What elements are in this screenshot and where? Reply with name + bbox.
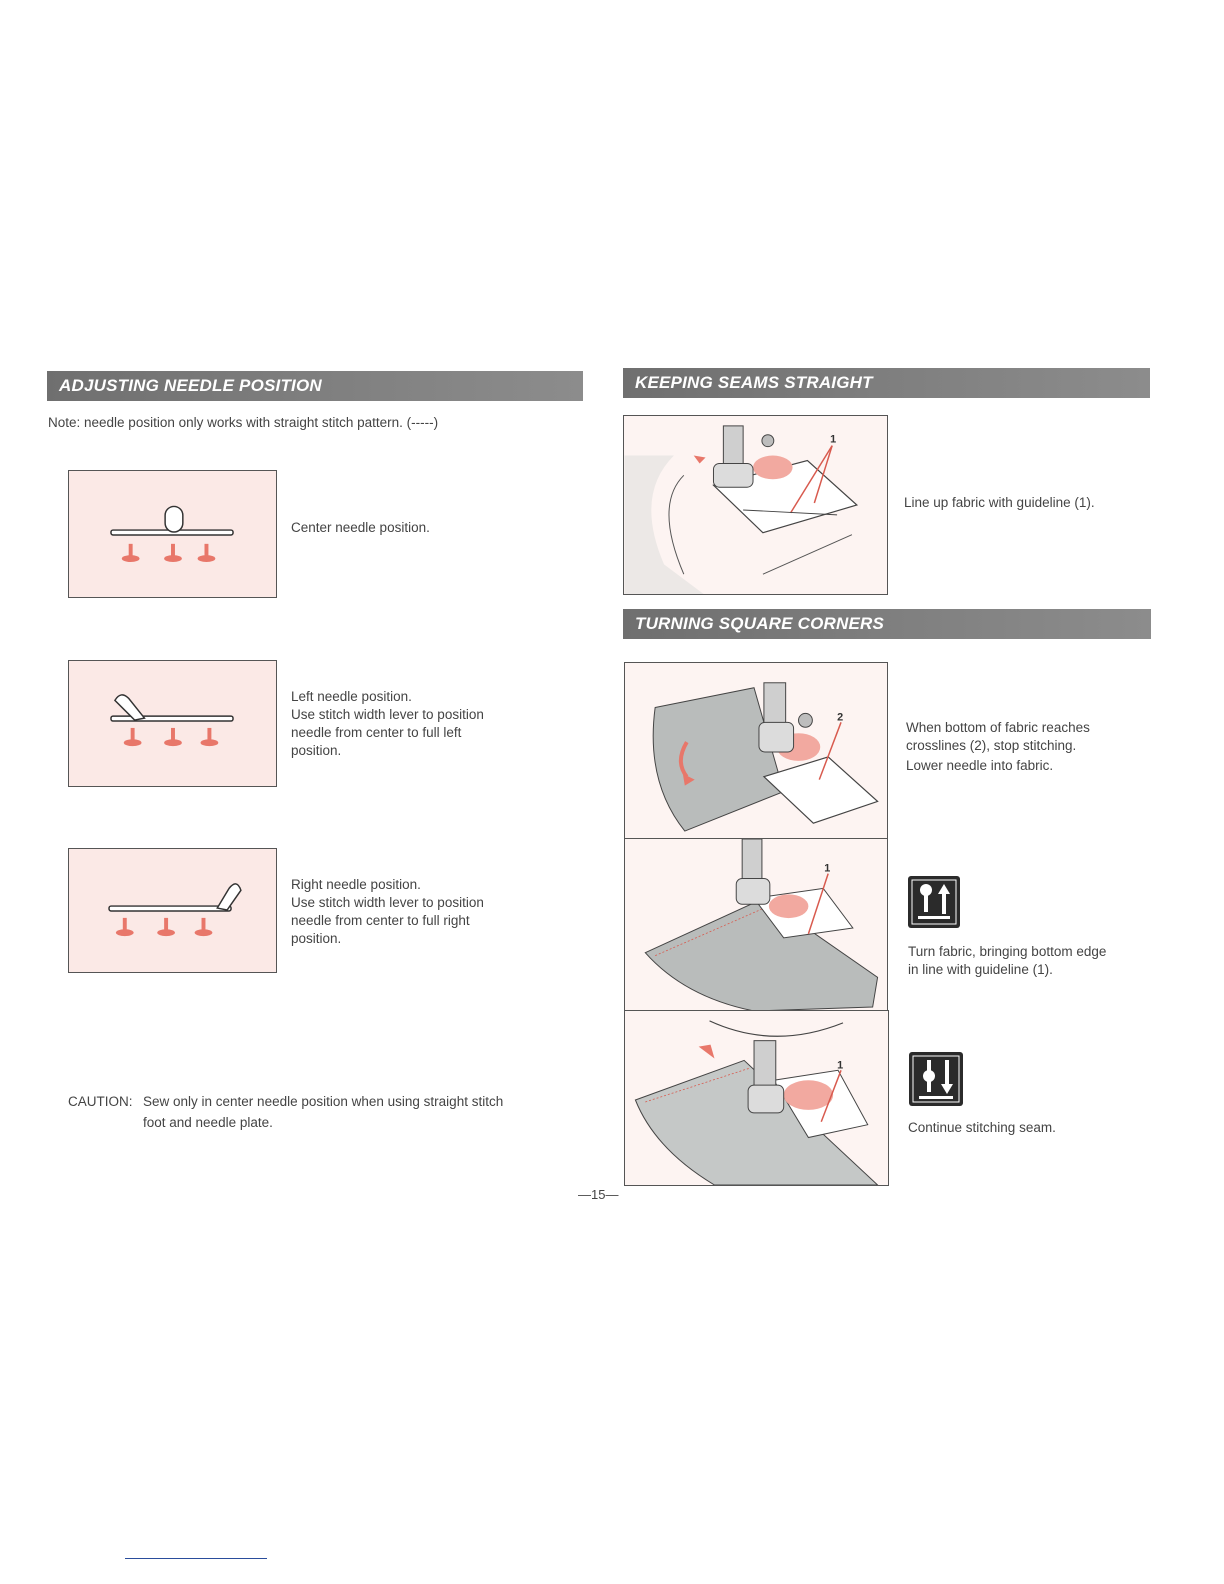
- turning-square-corners-header: TURNING SQUARE CORNERS: [623, 609, 1151, 639]
- center-needle-figure: [68, 470, 277, 598]
- right-needle-line-2: Use stitch width lever to position: [291, 895, 484, 910]
- corner-step-2-line-2: in line with guideline (1).: [908, 962, 1053, 977]
- caution-label: CAUTION:: [68, 1094, 133, 1109]
- keeping-seams-figure: [623, 415, 888, 595]
- left-needle-figure: [68, 660, 277, 787]
- corner-step-2-figure: [624, 838, 888, 1012]
- needle-note: Note: needle position only works with straight stitch pattern. (-----): [48, 415, 439, 430]
- corner-step-3-text: Continue stitching seam.: [908, 1120, 1056, 1135]
- left-needle-line-2: Use stitch width lever to position: [291, 707, 484, 722]
- corner-step-3-figure: [624, 1010, 889, 1186]
- step3-guideline-label: 1: [837, 1059, 844, 1072]
- right-needle-line-1: Right needle position.: [291, 877, 421, 892]
- caution-line-1: Sew only in center needle position when using straight stitch: [143, 1094, 504, 1109]
- left-needle-line-4: position.: [291, 743, 342, 758]
- left-needle-text: [291, 688, 484, 760]
- corner-step-1-line-2: crosslines (2), stop stitching.: [906, 738, 1077, 753]
- guideline-label-1: 1: [830, 433, 837, 446]
- page-number: —15—: [578, 1187, 619, 1202]
- step2-guideline-label: 1: [824, 862, 831, 875]
- corner-step-1-figure: [624, 662, 888, 839]
- keeping-seams-straight-header: KEEPING SEAMS STRAIGHT: [623, 368, 1150, 398]
- corner-step-1-line-3: Lower needle into fabric.: [906, 758, 1054, 773]
- right-needle-line-3: needle from center to full right: [291, 913, 470, 928]
- center-needle-line: Center needle position.: [291, 520, 430, 535]
- corner-step-2-text: [908, 943, 1106, 979]
- corner-step-2-line-1: Turn fabric, bringing bottom edge: [908, 944, 1107, 959]
- crossline-label-2: 2: [837, 711, 844, 724]
- presser-foot-down-icon: [909, 1052, 963, 1106]
- bottom-rule: [125, 1558, 267, 1559]
- left-needle-line-3: needle from center to full left: [291, 725, 462, 740]
- caution-line-2: foot and needle plate.: [143, 1115, 273, 1130]
- right-needle-line-4: position.: [291, 931, 342, 946]
- center-needle-text: [291, 519, 430, 537]
- keeping-seams-text: Line up fabric with guideline (1).: [904, 495, 1095, 510]
- right-needle-figure: [68, 848, 277, 973]
- presser-foot-up-icon: [908, 876, 960, 928]
- right-needle-text: [291, 876, 484, 948]
- corner-step-1-line-1: When bottom of fabric reaches: [906, 720, 1090, 735]
- adjusting-needle-position-header: ADJUSTING NEEDLE POSITION: [47, 371, 583, 401]
- left-needle-line-1: Left needle position.: [291, 689, 412, 704]
- caution-text: [143, 1093, 503, 1132]
- corner-step-1-text: [906, 719, 1090, 775]
